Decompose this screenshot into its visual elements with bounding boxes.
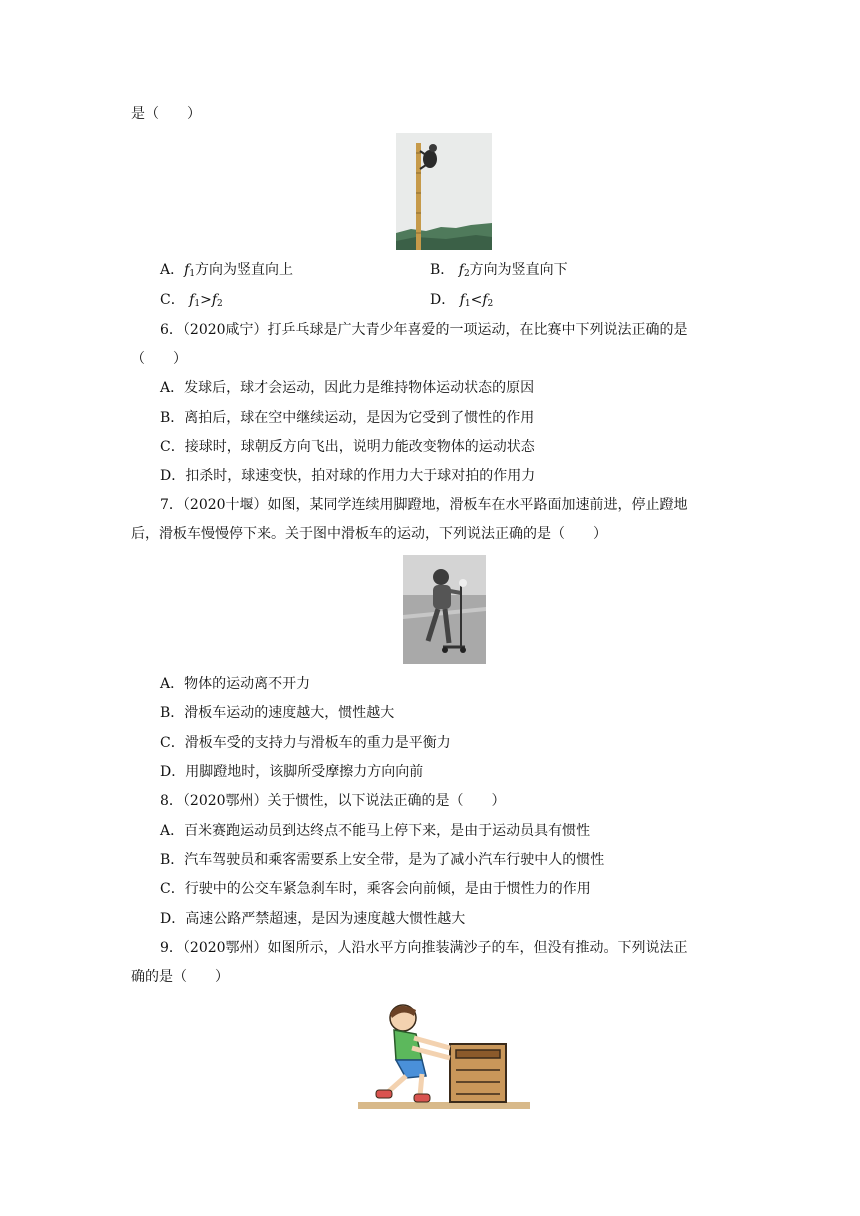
- q6-stem-line2: （ ）: [131, 351, 187, 367]
- q8-option-a: A．百米赛跑运动员到达终点不能马上停下来，是由于运动员具有惯性: [160, 823, 591, 839]
- q5-option-d: D． $f_1<f_2$: [430, 292, 494, 309]
- boy-pushing-cart-image: [358, 1000, 530, 1112]
- q7-option-a: A．物体的运动离不开力: [160, 676, 311, 692]
- q6-option-b: B．离拍后，球在空中继续运动，是因为它受到了惯性的作用: [160, 410, 535, 426]
- q7-option-d: D．用脚蹬地时，该脚所受摩擦力方向向前: [160, 764, 424, 780]
- q5-option-a: A．$f_1$方向为竖直向上: [160, 262, 294, 279]
- q8-option-b: B．汽车驾驶员和乘客需要系上安全带，是为了减小汽车行驶中人的惯性: [160, 852, 605, 868]
- q6-option-d: D．扣杀时，球速变快，拍对球的作用力大于球对拍的作用力: [160, 468, 536, 484]
- q8-option-d: D．高速公路严禁超速，是因为速度越大惯性越大: [160, 911, 466, 927]
- q6-option-a: A．发球后，球才会运动，因此力是维持物体运动状态的原因: [160, 380, 535, 396]
- q5-option-b: B． $f_2$方向为竖直向下: [430, 262, 568, 279]
- q9-stem-line2: 确的是（ ）: [131, 969, 229, 985]
- q9-stem-line1: 9．（2020鄂州）如图所示，人沿水平方向推装满沙子的车，但没有推动。下列说法正: [160, 940, 688, 956]
- q6-option-c: C．接球时，球朝反方向飞出，说明力能改变物体的运动状态: [160, 439, 535, 455]
- q5-option-c: C． $f_1>f_2$: [160, 292, 223, 309]
- q7-option-c: C．滑板车受的支持力与滑板车的重力是平衡力: [160, 735, 451, 751]
- pole-climber-image: [396, 133, 492, 250]
- q5-tail: 是（ ）: [131, 106, 201, 122]
- q8-option-c: C．行驶中的公交车紧急刹车时，乘客会向前倾，是由于惯性力的作用: [160, 881, 591, 897]
- scooter-child-image: [403, 555, 486, 664]
- q7-stem-line2: 后，滑板车慢慢停下来。关于图中滑板车的运动，下列说法正确的是（ ）: [131, 526, 607, 542]
- q8-stem-line1: 8．（2020鄂州）关于惯性，以下说法正确的是（ ）: [160, 793, 506, 809]
- q7-stem-line1: 7．（2020十堰）如图，某同学连续用脚蹬地，滑板车在水平路面加速前进，停止蹬地: [160, 497, 688, 513]
- q6-stem-line1: 6．（2020咸宁）打乒乓球是广大青少年喜爱的一项运动，在比赛中下列说法正确的是: [160, 322, 688, 338]
- q7-option-b: B．滑板车运动的速度越大，惯性越大: [160, 705, 395, 721]
